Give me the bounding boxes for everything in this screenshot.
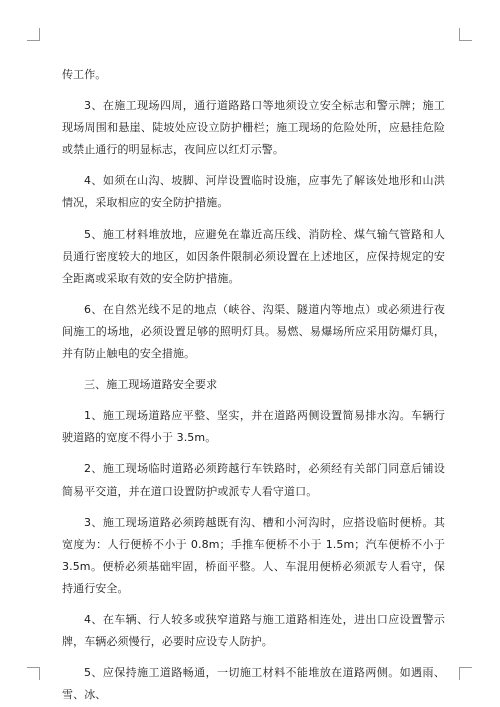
document-body xyxy=(62,64,445,706)
crop-mark-top-right xyxy=(459,28,472,41)
section-heading-road-safety: 三、施工现场道路安全要求 xyxy=(84,378,218,392)
paragraph-item-4-temporary-facilities: 4、如须在山沟、坡脚、河岸设置临时设施，应事先了解该处地形和山洪情况，采取相应的安全防护措施。 xyxy=(62,174,445,210)
crop-mark-bottom-right xyxy=(459,667,472,680)
paragraph-road-item-3: 3、施工现场道路必须跨越既有沟、槽和小河沟时，应搭设临时便桥。其宽度为：人行便桥不小于 0.8m；手推车便桥不小于 1.5m；汽车便桥不小于 3.5m。便桥必须基础牢固，桥面平整。人、车混用便桥必须派专人看守，保持通行安全。 xyxy=(62,515,445,595)
paragraph-item-6-lighting: 6、在自然光线不足的地点（峡谷、沟渠、隧道内等地点）或必须进行夜间施工的场地，必须设置足够的照明灯具。易燃、易爆场所应采用防爆灯具，并有防止触电的安全措施。 xyxy=(62,302,445,361)
paragraph-road-item-2: 2、施工现场临时道路必须跨越行车铁路时，必须经有关部门同意后铺设简易平交道，并在道口设置防护或派专人看守道口。 xyxy=(62,462,445,498)
paragraph-road-item-4: 4、在车辆、行人较多或狭窄道路与施工道路相连处，进出口应设置警示牌，车辆必须慢行，必要时应设专人防护。 xyxy=(62,612,445,649)
crop-mark-top-left xyxy=(27,28,40,41)
crop-mark-bottom-left xyxy=(27,667,40,680)
paragraph-continuation: 传工作。 xyxy=(62,68,107,81)
paragraph-road-item-5: 5、应保持施工道路畅通，一切施工材料不能堆放在道路两侧。如遇雨、雪、冰、 xyxy=(62,666,445,702)
paragraph-item-5-material-storage: 5、施工材料堆放地，应避免在靠近高压线、消防栓、煤气输气管路和人员通行密度较大的地区，如因条件限制必须设置在上述地区，应保持规定的安全距离或采取有效的安全防护措施。 xyxy=(62,227,445,285)
paragraph-road-item-1: 1、施工现场道路应平整、坚实，并在道路两侧设置简易排水沟。车辆行驶道路的宽度不得小于 3.5m。 xyxy=(62,409,445,445)
paragraph-item-3-signs: 3、在施工现场四周，通行道路路口等地须设立安全标志和警示牌；施工现场周围和悬崖、陡坡处应设立防护栅栏；施工现场的危险处所，应悬挂危险或禁止通行的明显标志，夜间应以红灯示警。 xyxy=(62,99,445,157)
